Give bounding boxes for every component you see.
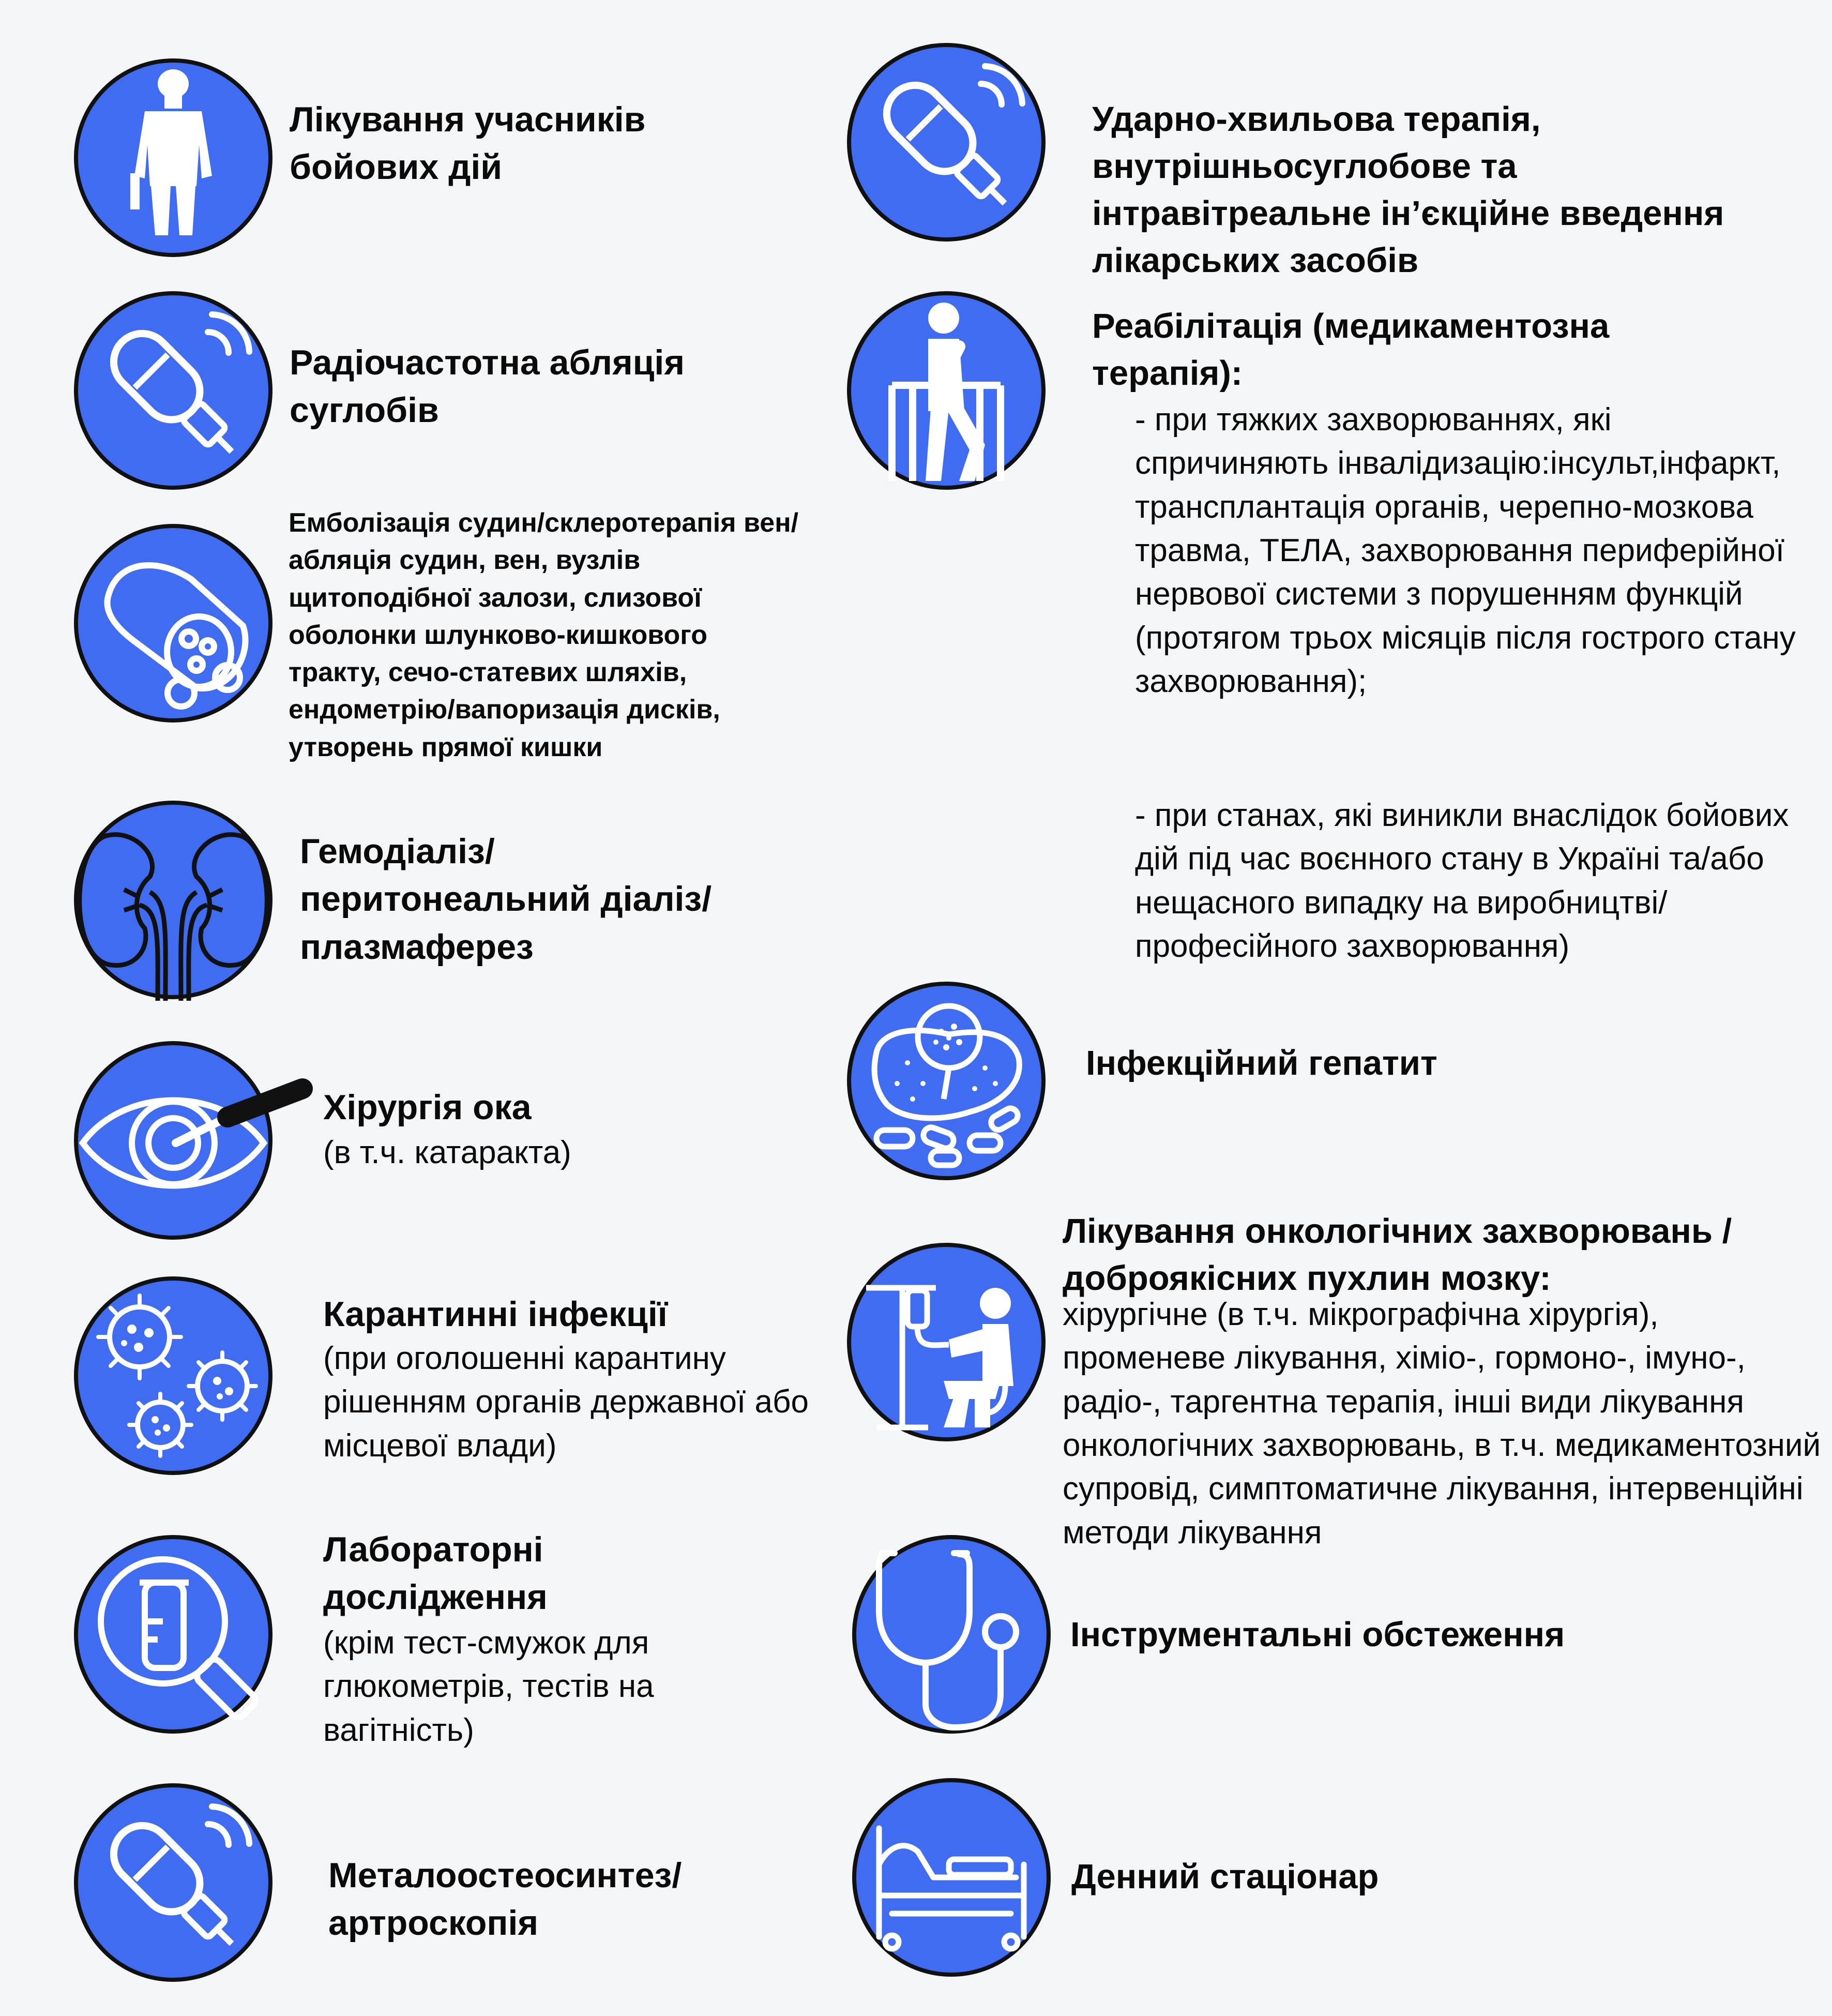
eye-surgery-icon	[72, 1040, 274, 1241]
service-oncology-body: хірургічне (в т.ч. мікрографічна хірургія), променеве лікування, хіміо-, гормоно-, імуно-, радіо-, таргентна терапія, інші види лікування онкологічних захворювань, в т.ч. медикаментозний супровід, симптоматичне лікування, інтервенційні методи лікування	[1063, 1297, 1821, 1551]
kidneys-icon	[72, 799, 274, 1001]
iv-chemotherapy-icon	[845, 1241, 1047, 1443]
service-oncology-title: Лікування онкологічних захворювань /доброякісних пухлин мозку:	[1063, 1212, 1732, 1298]
service-rf-ablation-title: Радіочастотна абляція суглобів	[290, 343, 685, 430]
service-shockwave-title: Ударно-хвильова терапія, внутрішньосуглобове та інтравітреальне ін’єкційне введення лікарських засобів	[1092, 100, 1724, 280]
rehabilitation-bullet-1: - при тяжких захворюваннях, які спричиняють інвалідизацію:інсульт,інфаркт, трансплантація органів, черепно-мозкова травма, ТЕЛА, захворювання периферійної нервової системи з порушенням функцій (протягом трьох місяців після гострого стану захворювання);	[1135, 402, 1796, 699]
ultrasound-probe-icon	[845, 41, 1047, 243]
liver-pills-icon	[845, 980, 1047, 1182]
ultrasound-probe-icon	[72, 1782, 274, 1983]
ultrasound-probe-icon	[72, 290, 274, 491]
service-instrumental-title: Інструментальні обстеження	[1070, 1615, 1565, 1654]
service-combatants-title: Лікування учасників бойових дій	[290, 100, 646, 187]
service-eye-surgery-title: Хірургія ока	[323, 1088, 532, 1127]
service-day-hospital-title: Денний стаціонар	[1071, 1857, 1379, 1896]
lab-magnifier-icon	[72, 1533, 274, 1735]
rehabilitation-bars-icon	[845, 290, 1047, 491]
service-dialysis-title: Гемодіаліз/ перитонеальний діаліз/плазмаферез	[300, 832, 712, 967]
vessel-embolization-icon	[72, 522, 274, 724]
hospital-bed-icon	[851, 1777, 1052, 1978]
service-lab-subtitle: (крім тест-смужок для глюкометрів, тестів на вагітність)	[323, 1625, 654, 1748]
soldier-icon	[72, 57, 274, 259]
stethoscope-icon	[851, 1533, 1052, 1735]
service-quarantine-title: Карантинні інфекції	[323, 1295, 668, 1334]
service-quarantine-subtitle: (при оголошенні карантину рішенням органів державної або місцевої влади)	[323, 1341, 809, 1464]
rehabilitation-bullet-2: - при станах, які виникли внаслідок бойових дій під час воєнного стану в Україні та/або нещасного випадку на виробництві/ професійного захворювання)	[1135, 798, 1789, 964]
service-embolization-title: Емболізація судин/склеротерапія вен/абляція судин, вен, вузлів щитоподібної залози, слизової оболонки шлунково-кишкового тракту, сечо-статевих шляхів, ендометрію/вапоризація дисків, утворень прямої кишки	[289, 508, 799, 762]
service-eye-surgery-subtitle: (в т.ч. катаракта)	[323, 1135, 571, 1170]
service-hepatitis-title: Інфекційний гепатит	[1086, 1044, 1437, 1082]
service-lab-title: Лабораторні дослідження	[323, 1530, 548, 1617]
service-rehabilitation-title: Реабілітація (медикаментозна терапія):	[1092, 307, 1610, 393]
service-osteosynthesis-title: Металоостеосинтез/ артроскопія	[328, 1856, 682, 1943]
virus-icon	[72, 1275, 274, 1477]
